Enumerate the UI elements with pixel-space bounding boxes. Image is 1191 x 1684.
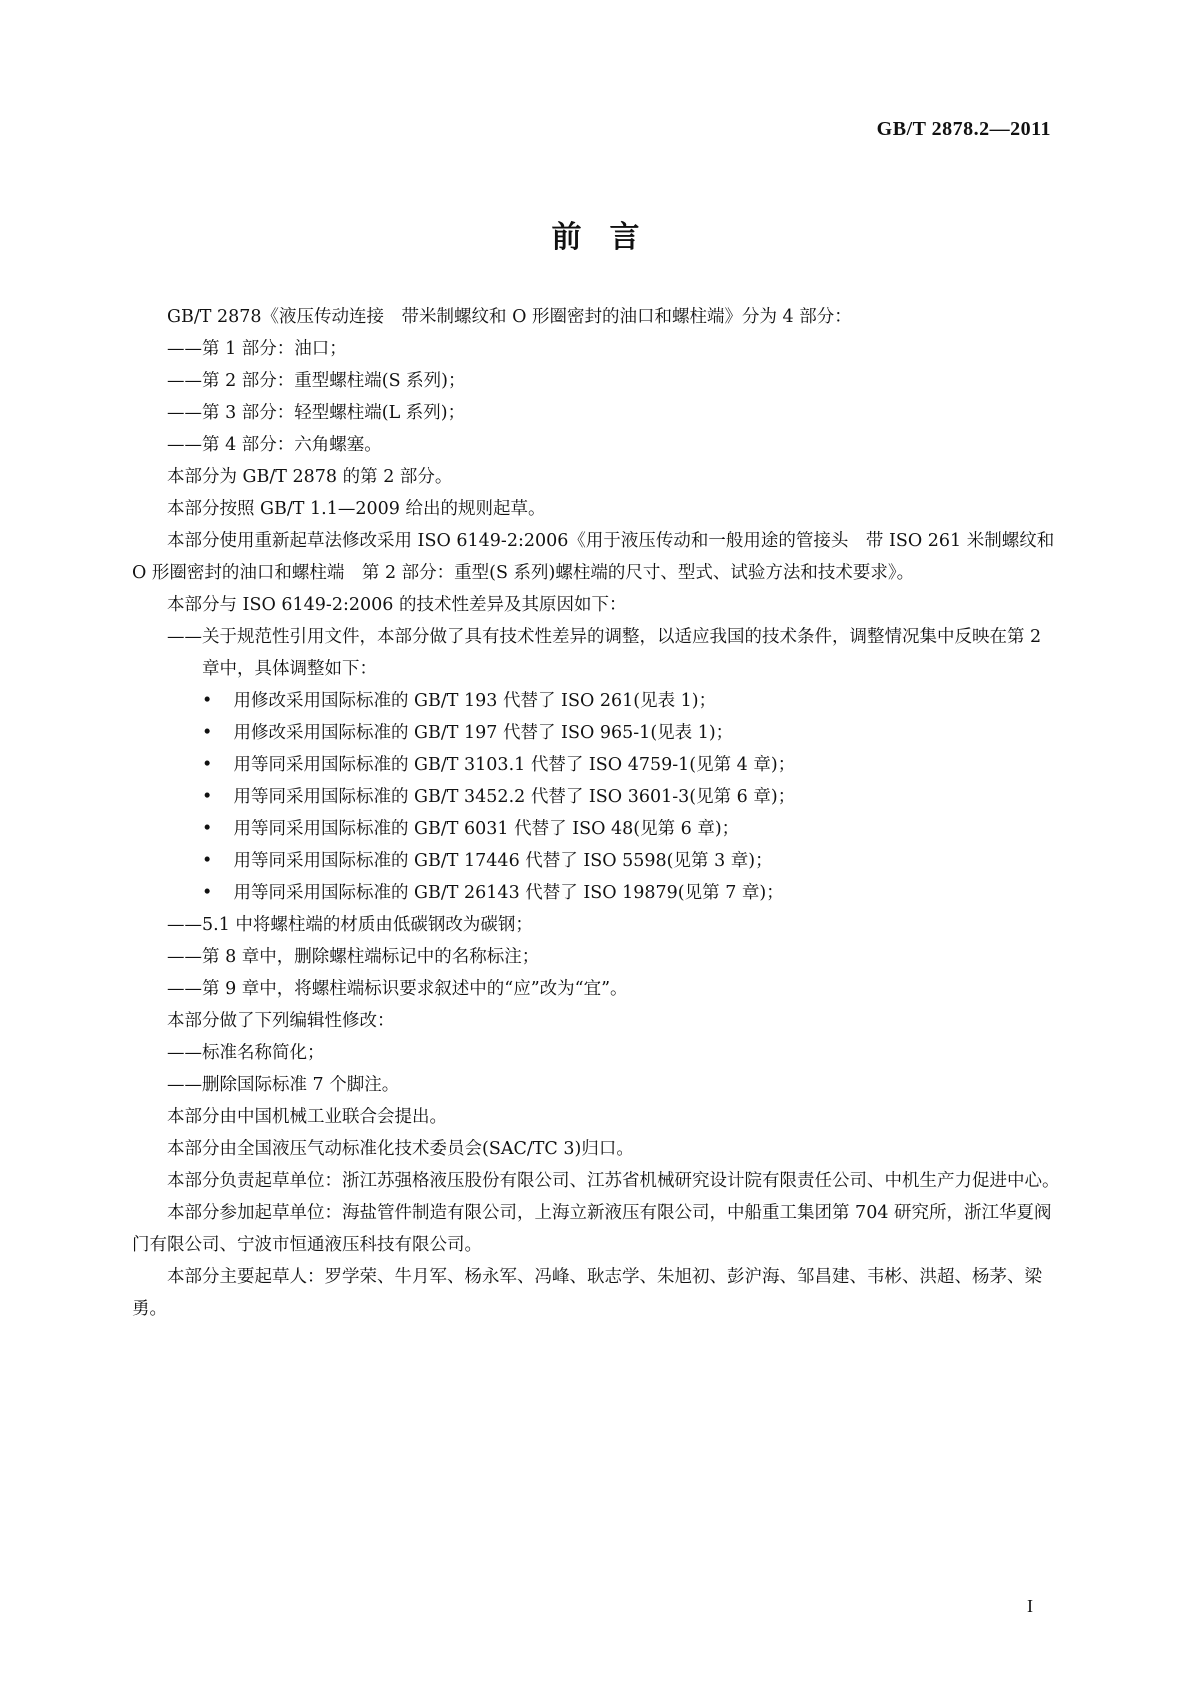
list-item-identification: ——第 9 章中，将螺柱端标识要求叙述中的“应”改为“宜”。: [167, 979, 628, 999]
bullet-text: 用修改采用国际标准的 GB/T 197 代替了 ISO 965-1(见表 1)；: [233, 723, 734, 743]
paragraph-lead-drafters: 本部分负责起草单位：浙江苏强格液压股份有限公司、江苏省机械研究设计院有限责任公司、中机生产力促进中心。: [167, 1171, 1060, 1191]
bullet-text: 用等同采用国际标准的 GB/T 17446 代替了 ISO 5598(见第 3 章)；: [233, 851, 773, 871]
bullet-text: 用等同采用国际标准的 GB/T 3452.2 代替了 ISO 3601-3(见第 6 章)；: [233, 787, 796, 807]
paragraph-drafting-rules: 本部分按照 GB/T 1.1—2009 给出的规则起草。: [167, 499, 546, 519]
bullet-text: 用等同采用国际标准的 GB/T 26143 代替了 ISO 19879(见第 7 章)；: [233, 883, 784, 903]
bullet-item: [132, 781, 1062, 813]
bullet-text: 用等同采用国际标准的 GB/T 3103.1 代替了 ISO 4759-1(见第 4 章)；: [233, 755, 796, 775]
bullet-icon: •: [202, 851, 213, 871]
bullet-item: [132, 877, 1062, 909]
bullet-item: [132, 813, 1062, 845]
paragraph-intro: GB/T 2878《液压传动连接 带米制螺纹和 O 形圈密封的油口和螺柱端》分为 4 部分：: [167, 307, 852, 327]
bullet-item: [132, 717, 1062, 749]
paragraph-adoption: 本部分使用重新起草法修改采用 ISO 6149-2:2006《用于液压传动和一般用途的管接头 带 ISO 261 米制螺纹和 O 形圈密封的油口和螺柱端 第 2 部分：重型(S 系列)螺柱端的尺寸、型式、试验方法和技术要求》。: [132, 531, 1055, 583]
list-item-footnotes-removed: ——删除国际标准 7 个脚注。: [167, 1075, 400, 1095]
bullet-text: 用等同采用国际标准的 GB/T 6031 代替了 ISO 48(见第 6 章)；: [233, 819, 740, 839]
bullet-icon: •: [202, 723, 213, 743]
paragraph-differences-intro: 本部分与 ISO 6149-2:2006 的技术性差异及其原因如下：: [167, 595, 627, 615]
paragraph-proposer: 本部分由中国机械工业联合会提出。: [167, 1107, 447, 1127]
list-item-part3: ——第 3 部分：轻型螺柱端(L 系列)；: [167, 403, 466, 423]
bullet-item: [132, 845, 1062, 877]
paragraph-committee: 本部分由全国液压气动标准化技术委员会(SAC/TC 3)归口。: [167, 1139, 634, 1159]
list-item-marking: ——第 8 章中，删除螺柱端标记中的名称标注；: [167, 947, 540, 967]
page-number: I: [1027, 1596, 1033, 1616]
paragraph-editorial-intro: 本部分做了下列编辑性修改：: [167, 1011, 395, 1031]
bullet-icon: •: [202, 787, 213, 807]
page-title: 前言: [551, 220, 668, 255]
paragraph-main-authors: 本部分主要起草人：罗学荣、牛月军、杨永军、冯峰、耿志学、朱旭初、彭沪海、邹昌建、韦彬、洪超、杨茅、梁勇。: [132, 1267, 1042, 1319]
standard-number: GB/T 2878.2—2011: [876, 118, 1051, 140]
bullet-icon: •: [202, 883, 213, 903]
bullet-text: 用修改采用国际标准的 GB/T 193 代替了 ISO 261(见表 1)；: [233, 691, 717, 711]
bullet-item: [132, 685, 1062, 717]
bullet-icon: •: [202, 819, 213, 839]
paragraph-part-scope: 本部分为 GB/T 2878 的第 2 部分。: [167, 467, 453, 487]
list-item-part2: ——第 2 部分：重型螺柱端(S 系列)；: [167, 371, 466, 391]
list-item-normative-references: ——关于规范性引用文件，本部分做了具有技术性差异的调整，以适应我国的技术条件，调整情况集中反映在第 2 章中，具体调整如下：: [167, 627, 1042, 679]
list-item-material: ——5.1 中将螺柱端的材质由低碳钢改为碳钢；: [167, 915, 533, 935]
list-item-part1: ——第 1 部分：油口；: [167, 339, 347, 359]
paragraph-participating-drafters: 本部分参加起草单位：海盐管件制造有限公司，上海立新液压有限公司，中船重工集团第 704 研究所，浙江华夏阀门有限公司、宁波市恒通液压科技有限公司。: [132, 1203, 1052, 1255]
document-body: [132, 301, 1062, 1325]
bullet-icon: •: [202, 691, 213, 711]
bullet-item: [132, 749, 1062, 781]
list-item-part4: ——第 4 部分：六角螺塞。: [167, 435, 382, 455]
bullet-icon: •: [202, 755, 213, 775]
list-item-title-simplified: ——标准名称简化；: [167, 1043, 325, 1063]
